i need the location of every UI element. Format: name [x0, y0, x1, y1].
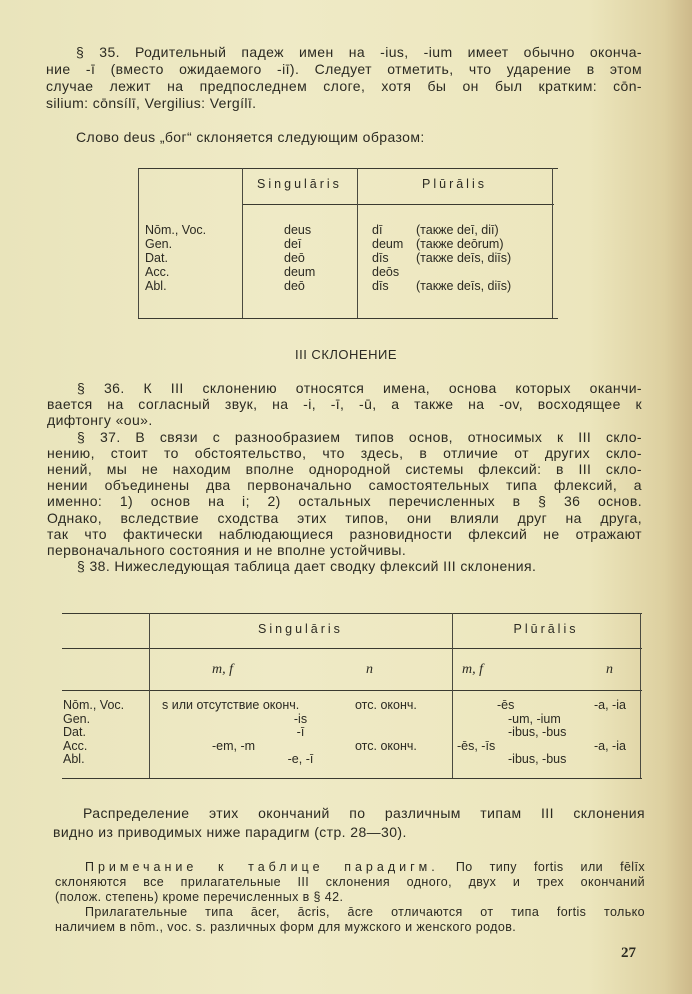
plural-form: dī [372, 223, 383, 237]
note-first-line-rest: По типу fortis или fēlīx [455, 860, 645, 874]
text-line: Прилагательные типа ācer, ācris, ācre отличаются от типа fortis только [85, 905, 645, 919]
singular-mf-ending: -em, -m [212, 738, 256, 753]
header-singularis: Singulāris [258, 622, 343, 636]
text-line: нению, стоит то обстоятельство, что здесь, в отличие от других скло- [47, 444, 642, 461]
plural-n-ending: -a, -ia [594, 738, 626, 753]
note-title: Примечание к таблице парадигм. [85, 860, 439, 874]
plural-n-ending: -a, -ia [594, 698, 626, 712]
text-line: Однако, вследствие сходства этих типов, они влияли друг на друга, [47, 509, 642, 526]
column-divider [452, 613, 453, 778]
singular-n-ending: отс. оконч. [355, 698, 417, 712]
text-line: случае лежит на предпоследнем слоге, хотя бы он был кратким: cōn- [46, 78, 642, 94]
header-rule [242, 204, 554, 205]
subheader-plur-n: n [606, 662, 613, 677]
section-35-paragraph [46, 44, 642, 112]
table-bottom-rule [138, 318, 558, 319]
plural-common-ending: -um, -ium [508, 711, 561, 726]
section-heading: III СКЛОНЕНИЕ [294, 347, 397, 362]
singular-form: deō [284, 279, 305, 293]
plural-form: deōs [372, 265, 400, 279]
plural-common-ending: -ibus, -bus [508, 752, 567, 766]
note-first-line [55, 860, 645, 875]
note-paragraph [55, 860, 645, 935]
plural-note: (также deōrum) [416, 237, 504, 251]
text-line: первоначального состояния и не вполне устойчивы. [47, 542, 407, 559]
subheader-plur-mf: m, f [462, 662, 483, 677]
text-line: видно из приводимых ниже парадигм (стр. 28—30). [53, 824, 407, 840]
singular-common-ending: -is [293, 711, 308, 726]
table-top-rule [138, 168, 558, 169]
page-number: 27 [621, 945, 636, 961]
table-rule [62, 778, 642, 779]
plural-form: deum [372, 237, 404, 251]
text-line: склоняются все прилагательные III склонения одного, двух и трех окончаний [55, 875, 645, 889]
header-pluralis: Plūrālis [513, 622, 579, 636]
singular-common-ending: -e, -ī [287, 752, 314, 766]
singular-common-ending: -ī [296, 725, 305, 739]
text-line: ние -ī (вместо ожидаемого -iī). Следует отметить, что ударение в этом [46, 61, 642, 77]
text-line: нений, мы не находим вполне однородной системы флексий: в III скло- [47, 461, 642, 478]
text-line: вается на согласный звук, на -i, -ī, -ū, а также на -ov, восходящее к [47, 396, 642, 413]
text-line: § 35. Родительный падеж имен на -ius, -ium имеет обычно оконча- [76, 44, 642, 60]
text-line: нении объединены два первоначально самостоятельных типа флексий, а [47, 477, 642, 494]
case-label: Abl. [145, 279, 167, 293]
plural-form: dīs [372, 279, 389, 293]
text-line: именно: 1) основ на i; 2) остальных перечисленных в § 36 основ. [47, 493, 642, 510]
header-singularis: Singulāris [257, 177, 342, 191]
text-line: § 37. В связи с разнообразием типов основ, относимых к III скло- [77, 428, 642, 445]
deus-intro-paragraph [46, 129, 642, 146]
subheader-sing-n: n [366, 662, 373, 677]
text-line: наличием в nōm., voc. s. различных форм для мужского и женского родов. [55, 920, 517, 934]
case-label: Nōm., Voc. [63, 698, 125, 712]
case-label: Gen. [63, 711, 91, 726]
column-divider [640, 613, 641, 778]
text-line: так что фактически наблюдающиеся разновидности флексий не отражают [47, 525, 642, 542]
case-label: Abl. [63, 752, 85, 766]
singular-mf-ending: s или отсутствие оконч. [162, 698, 300, 712]
singular-form: deus [284, 223, 312, 237]
text-line: § 36. К III склонению относятся имена, основа которых оканчи- [77, 380, 642, 396]
sections-36-38-paragraphs [47, 380, 642, 574]
plural-note: (также deīs, diīs) [416, 279, 512, 293]
deus-intro-text: Слово deus „бог“ склоняется следующим образом: [76, 129, 425, 145]
plural-note: (также deī, diī) [416, 223, 499, 237]
header-pluralis: Plūrālis [422, 177, 487, 191]
singular-n-ending: отс. оконч. [355, 738, 417, 753]
plural-mf-ending: -ēs, -īs [457, 738, 496, 753]
text-line: silium: cōnsílī, Vergilius: Vergílī. [46, 95, 257, 111]
plural-note: (также deīs, diīs) [416, 251, 512, 265]
case-label: Dat. [63, 725, 86, 739]
case-label: Nōm., Voc. [145, 223, 207, 237]
text-line: § 38. Нижеследующая таблица дает сводку флексий III склонения. [77, 558, 537, 575]
case-label: Dat. [145, 251, 168, 265]
plural-common-ending: -ibus, -bus [508, 725, 567, 739]
column-divider [138, 168, 139, 318]
column-divider [552, 168, 553, 318]
case-label: Acc. [145, 265, 170, 279]
case-label: Gen. [145, 237, 173, 251]
case-label: Acc. [63, 738, 88, 753]
singular-form: deum [284, 265, 316, 279]
text-line: дифтонгу «ou». [47, 412, 153, 429]
text-line: (полож. степень) кроме перечисленных в § 42. [55, 890, 344, 904]
distribution-paragraph [53, 804, 645, 842]
subheader-sing-mf: m, f [212, 662, 233, 677]
singular-form: deō [284, 251, 305, 265]
singular-form: deī [284, 237, 302, 251]
text-line: Распределение этих окончаний по различным типам III склонения [83, 805, 645, 821]
plural-form: dīs [372, 251, 389, 265]
plural-mf-ending: -ēs [497, 698, 515, 712]
